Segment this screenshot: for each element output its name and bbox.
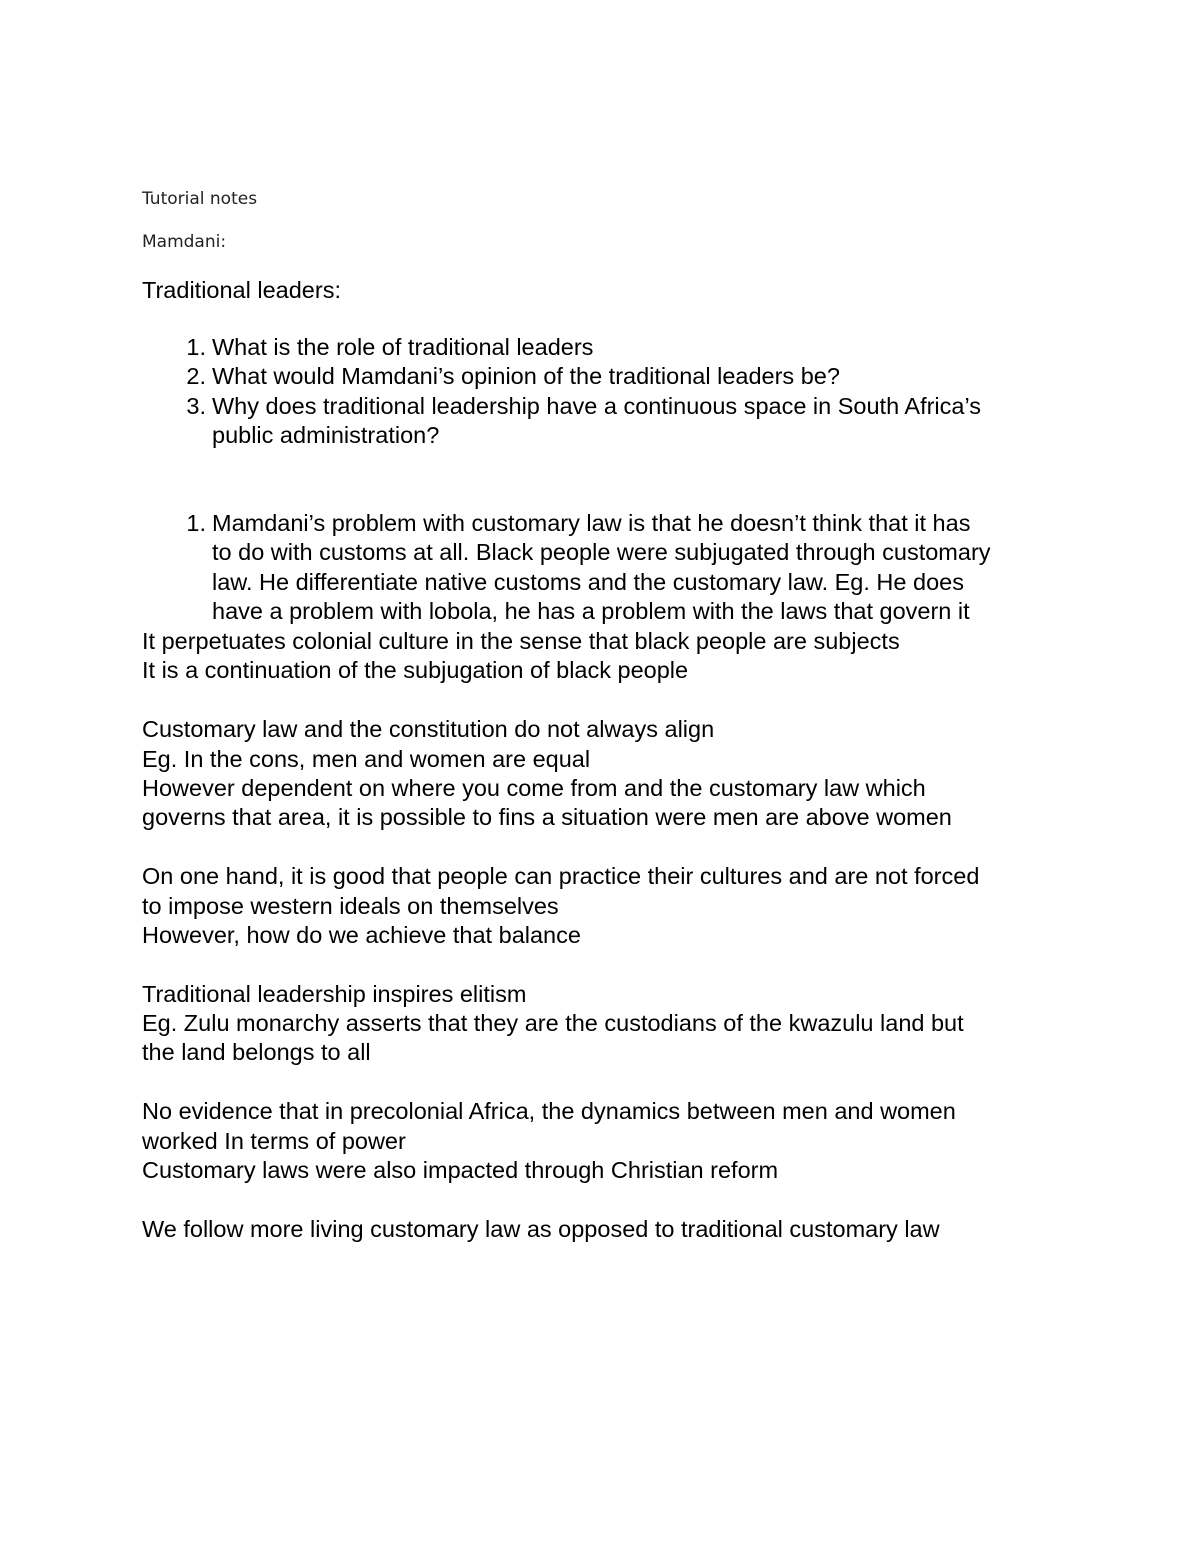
document-subtitle: Mamdani: [142,232,227,252]
body-text [142,627,979,1244]
paragraph-line: the land belongs to all [142,1039,371,1066]
paragraph-line: However dependent on where you come from and the customary law which [142,774,926,801]
paragraph-line: On one hand, it is good that people can practice their cultures and are not forced [142,863,980,890]
document-title: Tutorial notes [142,189,258,209]
paragraph-line: We follow more living customary law as opposed to traditional customary law [142,1215,940,1242]
paragraph-line: governs that area, it is possible to fins a situation were men are above women [142,804,952,831]
list-number: 1. [186,510,206,536]
list-number: 3. [186,392,206,419]
list-number: 1. [186,334,206,360]
paragraph-line: Eg. In the cons, men and women are equal [142,745,591,772]
paragraph-line: worked In terms of power [142,1127,406,1154]
list-item-text: public administration? [212,422,440,449]
list-item-text: What is the role of traditional leaders [212,334,594,360]
paragraph-line: Customary laws were also impacted through Christian reform [142,1157,779,1184]
paragraph-line: However, how do we achieve that balance [142,921,581,948]
section-heading: Traditional leaders: [142,277,341,303]
list-item-text: law. He differentiate native customs and the customary law. Eg. He does [212,568,964,595]
questions-list [142,333,981,451]
list-item-text: to do with customs at all. Black people were subjugated through customary [212,539,991,566]
list-item [142,333,981,362]
paragraph-line: It is a continuation of the subjugation of black people [142,657,689,684]
paragraph-line: Traditional leadership inspires elitism [142,980,527,1007]
paragraph-line: It perpetuates colonial culture in the sense that black people are subjects [142,628,900,654]
list-item [142,509,991,627]
paragraph-line: to impose western ideals on themselves [142,892,559,919]
answer-list [142,509,991,627]
paragraph-line: No evidence that in precolonial Africa, the dynamics between men and women [142,1098,956,1125]
list-item-text: Mamdani’s problem with customary law is that he doesn’t think that it has [212,510,971,536]
list-item-text: have a problem with lobola, he has a problem with the laws that govern it [212,598,970,625]
list-item-text: Why does traditional leadership have a continuous space in South Africa’s [212,392,982,419]
list-item-text: What would Mamdani’s opinion of the traditional leaders be? [212,363,840,390]
paragraph-line: Customary law and the constitution do not always align [142,716,715,743]
list-item [142,362,981,391]
paragraph-line: Eg. Zulu monarchy asserts that they are the custodians of the kwazulu land but [142,1010,964,1037]
list-item [142,392,981,451]
list-number: 2. [186,363,206,390]
